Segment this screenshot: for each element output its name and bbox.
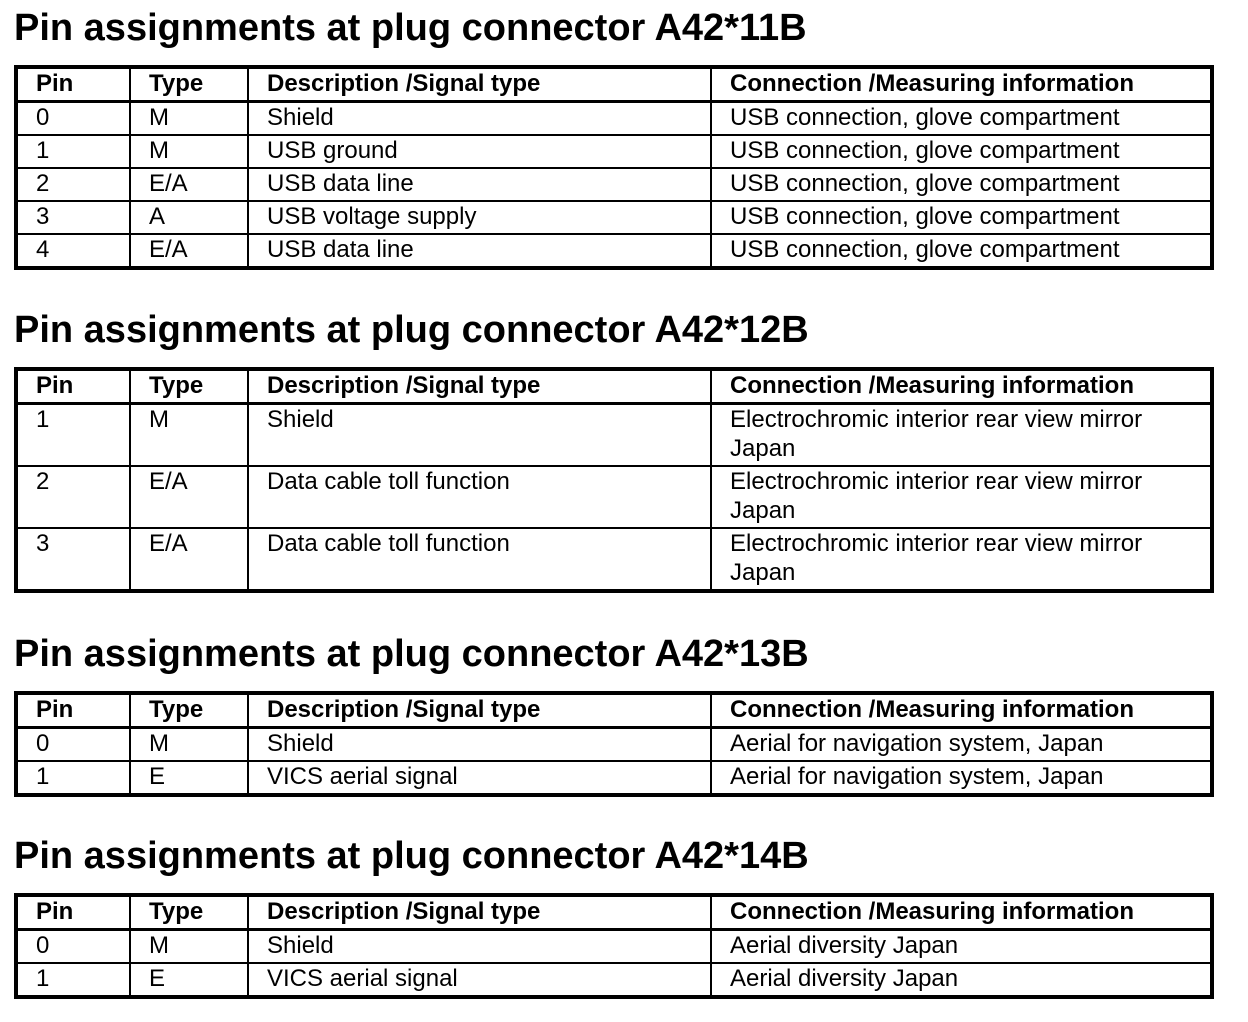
header-connection: Connection /Measuring information: [711, 895, 1212, 930]
header-connection: Connection /Measuring information: [711, 693, 1212, 728]
section-title: Pin assignments at plug connector A42*13B: [14, 633, 809, 675]
cell-pin: 1: [16, 404, 130, 467]
header-pin: Pin: [16, 67, 130, 102]
table-row: [16, 728, 1212, 762]
cell-type: E/A: [130, 466, 248, 528]
header-type: Type: [130, 693, 248, 728]
cell-description: Shield: [248, 728, 711, 762]
cell-pin: 0: [16, 102, 130, 136]
cell-connection: Electrochromic interior rear view mirror Japan: [711, 404, 1212, 467]
cell-pin: 0: [16, 728, 130, 762]
pin-table: [14, 691, 1214, 797]
cell-type: E: [130, 761, 248, 795]
cell-description: Shield: [248, 404, 711, 467]
cell-description: USB voltage supply: [248, 201, 711, 234]
cell-connection: USB connection, glove compartment: [711, 234, 1212, 268]
cell-pin: 0: [16, 930, 130, 964]
cell-type: A: [130, 201, 248, 234]
table-row: [16, 761, 1212, 795]
cell-description: Data cable toll function: [248, 528, 711, 591]
cell-connection: Aerial for navigation system, Japan: [711, 761, 1212, 795]
section-title: Pin assignments at plug connector A42*12B: [14, 309, 809, 351]
header-row: [16, 895, 1212, 930]
section-title: Pin assignments at plug connector A42*14B: [14, 835, 809, 877]
header-connection: Connection /Measuring information: [711, 369, 1212, 404]
cell-description: VICS aerial signal: [248, 761, 711, 795]
cell-connection: USB connection, glove compartment: [711, 135, 1212, 168]
cell-connection: USB connection, glove compartment: [711, 102, 1212, 136]
pin-table: [14, 367, 1214, 593]
header-description: Description /Signal type: [248, 693, 711, 728]
header-row: [16, 369, 1212, 404]
cell-pin: 2: [16, 168, 130, 201]
cell-type: M: [130, 404, 248, 467]
table-row: [16, 135, 1212, 168]
cell-type: E: [130, 963, 248, 997]
cell-pin: 1: [16, 135, 130, 168]
pin-table: [14, 65, 1214, 270]
cell-pin: 1: [16, 761, 130, 795]
cell-type: M: [130, 930, 248, 964]
cell-description: Shield: [248, 102, 711, 136]
cell-pin: 2: [16, 466, 130, 528]
cell-pin: 4: [16, 234, 130, 268]
table-row: [16, 102, 1212, 136]
cell-connection: Aerial diversity Japan: [711, 930, 1212, 964]
header-connection: Connection /Measuring information: [711, 67, 1212, 102]
cell-pin: 3: [16, 201, 130, 234]
cell-connection: Electrochromic interior rear view mirror Japan: [711, 528, 1212, 591]
header-pin: Pin: [16, 895, 130, 930]
cell-description: USB data line: [248, 234, 711, 268]
header-description: Description /Signal type: [248, 67, 711, 102]
header-type: Type: [130, 67, 248, 102]
cell-description: Data cable toll function: [248, 466, 711, 528]
table-row: [16, 168, 1212, 201]
table-row: [16, 466, 1212, 528]
header-type: Type: [130, 895, 248, 930]
header-type: Type: [130, 369, 248, 404]
cell-type: E/A: [130, 234, 248, 268]
cell-description: USB data line: [248, 168, 711, 201]
cell-type: M: [130, 135, 248, 168]
cell-type: M: [130, 728, 248, 762]
cell-type: M: [130, 102, 248, 136]
table-row: [16, 201, 1212, 234]
header-row: [16, 67, 1212, 102]
header-pin: Pin: [16, 369, 130, 404]
cell-connection: Aerial diversity Japan: [711, 963, 1212, 997]
header-description: Description /Signal type: [248, 369, 711, 404]
table-row: [16, 930, 1212, 964]
table-row: [16, 963, 1212, 997]
cell-type: E/A: [130, 168, 248, 201]
cell-pin: 1: [16, 963, 130, 997]
table-row: [16, 404, 1212, 467]
section-title: Pin assignments at plug connector A42*11B: [14, 7, 807, 49]
cell-description: USB ground: [248, 135, 711, 168]
cell-description: Shield: [248, 930, 711, 964]
cell-connection: USB connection, glove compartment: [711, 201, 1212, 234]
cell-type: E/A: [130, 528, 248, 591]
cell-connection: Electrochromic interior rear view mirror Japan: [711, 466, 1212, 528]
cell-connection: Aerial for navigation system, Japan: [711, 728, 1212, 762]
table-row: [16, 234, 1212, 268]
cell-description: VICS aerial signal: [248, 963, 711, 997]
cell-connection: USB connection, glove compartment: [711, 168, 1212, 201]
cell-pin: 3: [16, 528, 130, 591]
header-row: [16, 693, 1212, 728]
header-pin: Pin: [16, 693, 130, 728]
table-row: [16, 528, 1212, 591]
pin-table: [14, 893, 1214, 999]
header-description: Description /Signal type: [248, 895, 711, 930]
